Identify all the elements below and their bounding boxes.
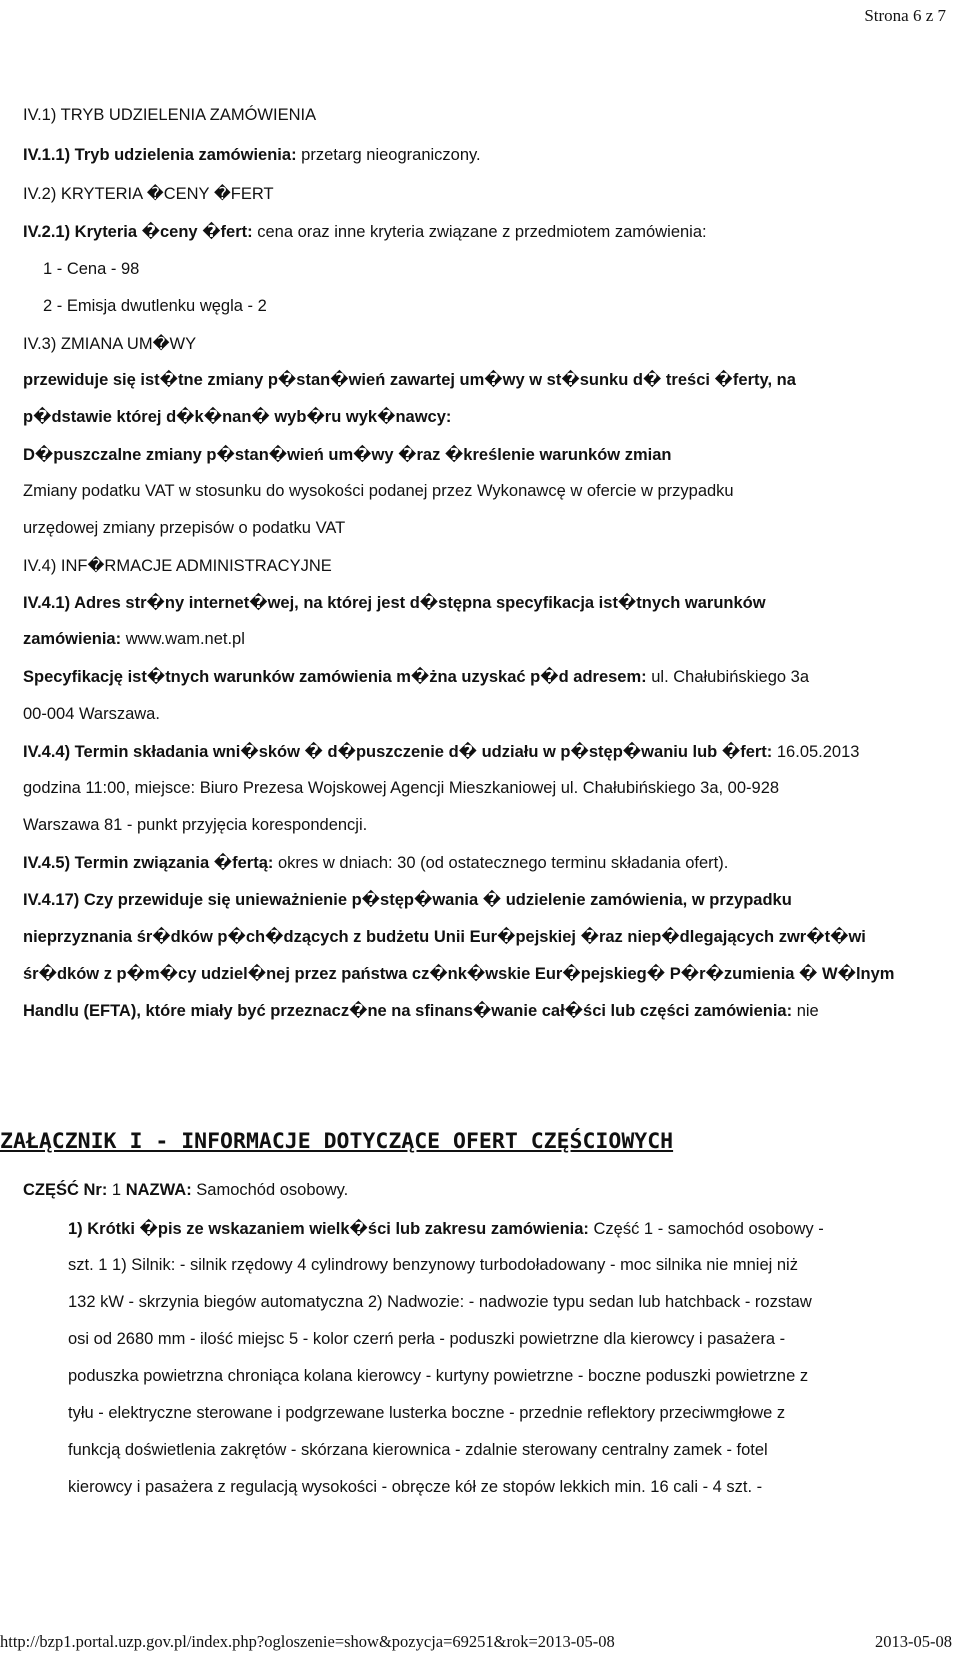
text: p�dstawie której d�k�nan� wyb�ru wyk�nawcy:: [23, 408, 452, 426]
value: przetarg nieograniczony.: [296, 146, 481, 164]
para-line: [23, 1001, 819, 1021]
footer-date: 2013-05-08: [875, 1632, 952, 1651]
text: IV.4.17) Czy przewiduje się unieważnienie p�stęp�wania � udzielenie zamówienia, w przypadku: [23, 891, 792, 909]
website-link[interactable]: www.wam.net.pl: [121, 630, 245, 648]
para-line: [23, 630, 245, 649]
para-line: Warszawa 81 - punkt przyjęcia korespondencji.: [23, 816, 368, 834]
criterion-2: 2 - Emisja dwutlenku węgla - 2: [43, 297, 267, 315]
heading-iv2-text: IV.2) KRYTERIA �CENY �FERT: [23, 185, 274, 203]
label: IV.1.1) Tryb udzielenia zamówienia:: [23, 146, 297, 164]
heading-iv4: IV.4) INF�RMACJE ADMINISTRACYJNE: [23, 557, 332, 575]
label: Handlu (EFTA), które miały być przeznacz�ne na sfinans�wanie cał�ści lub części zamówienia:: [23, 1002, 793, 1020]
label: NAZWA:: [125, 1181, 192, 1199]
label: 1) Krótki �pis ze wskazaniem wielk�ści lub zakresu zamówienia:: [68, 1220, 589, 1238]
text: D�puszczalne zmiany p�stan�wień um�wy �raz �kreślenie warunków zmian: [23, 446, 672, 464]
page-number: Strona 6 z 7: [864, 6, 946, 25]
footer-url[interactable]: http://bzp1.portal.uzp.gov.pl/index.php?ogloszenie=show&pozycja=69251&rok=2013-05-08: [0, 1632, 615, 1651]
text: przewiduje się ist�tne zmiany p�stan�wień zawartej um�wy w st�sunku d� treści �ferty, na: [23, 371, 796, 389]
heading-iv1-text: IV.1) TRYB UDZIELENIA ZAMÓWIENIA: [23, 106, 317, 124]
para-line: [23, 370, 796, 390]
heading-iv2: [23, 184, 274, 204]
desc-line: kierowcy i pasażera z regulacją wysokości - obręcze kół ze stopów lekkich min. 16 cali - 4 szt. -: [68, 1478, 763, 1496]
para-line: [23, 964, 894, 984]
para-line: [23, 407, 451, 427]
label: IV.4.5) Termin związania �fertą:: [23, 854, 274, 872]
label: IV.4.4) Termin składania wni�sków � d�puszczenie d� udziału w p�stęp�waniu lub �fert:: [23, 743, 773, 761]
desc-line: szt. 1 1) Silnik: - silnik rzędowy 4 cylindrowy benzynowy turbodoładowany - moc silnika nie mniej niż: [68, 1256, 798, 1274]
para-line: [23, 667, 809, 687]
para-line: [23, 927, 866, 947]
criterion-1: 1 - Cena - 98: [43, 260, 140, 278]
value: Część 1 - samochód osobowy -: [588, 1220, 824, 1238]
value: Samochód osobowy.: [191, 1181, 349, 1199]
heading-iv3: IV.3) ZMIANA UM�WY: [23, 335, 197, 353]
value: cena oraz inne kryteria związane z przedmiotem zamówienia:: [252, 223, 707, 241]
annex-title: ZAŁĄCZNIK I - INFORMACJE DOTYCZĄCE OFERT CZĘŚCIOWYCH: [0, 1129, 674, 1154]
label: Specyfikację ist�tnych warunków zamówienia m�żna uzyskać p�d adresem:: [23, 668, 647, 686]
desc-line: 132 kW - skrzynia biegów automatyczna 2) Nadwozie: - nadwozie typu sedan lub hatchback - rozstaw: [68, 1293, 812, 1311]
text: śr�dków z p�m�cy udziel�nej przez państwa cz�nk�wskie Eur�pejskieg� P�r�zumienia � W�lnym: [23, 965, 895, 983]
value: 16.05.2013: [772, 743, 860, 761]
para-line: Zmiany podatku VAT w stosunku do wysokości podanej przez Wykonawcę w ofercie w przypadku: [23, 482, 734, 500]
value: ul. Chałubińskiego 3a: [646, 668, 810, 686]
label: CZĘŚĆ Nr:: [23, 1181, 108, 1199]
value: okres w dniach: 30 (od ostatecznego terminu składania ofert).: [273, 854, 729, 872]
para-line: [23, 742, 859, 762]
heading-iv21: [23, 222, 707, 242]
desc-line: tyłu - elektryczne sterowane i podgrzewane lusterka boczne - przednie reflektory przeciwmgłowe z: [68, 1404, 786, 1422]
para-line: [23, 445, 671, 465]
heading-iv1: [23, 106, 316, 125]
part-line: [23, 1181, 348, 1200]
value: nie: [792, 1002, 819, 1020]
desc-line: funkcją doświetlenia zakrętów - skórzana kierownica - zdalnie sterowany centralny zamek - fotel: [68, 1441, 768, 1459]
text: IV.4.1) Adres str�ny internet�wej, na której jest d�stępna specyfikacja ist�tnych warunków: [23, 594, 766, 612]
para-line: godzina 11:00, miejsce: Biuro Prezesa Wojskowej Agencji Mieszkaniowej ul. Chałubińskiego 3a, 00-928: [23, 779, 780, 797]
para-line: [23, 853, 728, 873]
label: zamówienia:: [23, 630, 122, 648]
desc-line: [68, 1219, 824, 1239]
value: 1: [107, 1181, 126, 1199]
text: nieprzyznania śr�dków p�ch�dzących z budżetu Unii Eur�pejskiej �raz niep�dlegających zwr�t�wi: [23, 928, 866, 946]
label: IV.2.1) Kryteria �ceny �fert:: [23, 223, 253, 241]
para-line: [23, 890, 792, 910]
desc-line: osi od 2680 mm - ilość miejsc 5 - kolor czerń perła - poduszki powietrzne dla kierowcy i pasażera -: [68, 1330, 786, 1348]
heading-iv11: [23, 146, 481, 165]
desc-line: poduszka powietrzna chroniąca kolana kierowcy - kurtyny powietrzne - boczne poduszki powietrzne z: [68, 1367, 809, 1385]
para-line: urzędowej zmiany przepisów o podatku VAT: [23, 519, 346, 537]
para-line: [23, 593, 766, 613]
para-line: 00-004 Warszawa.: [23, 705, 160, 723]
